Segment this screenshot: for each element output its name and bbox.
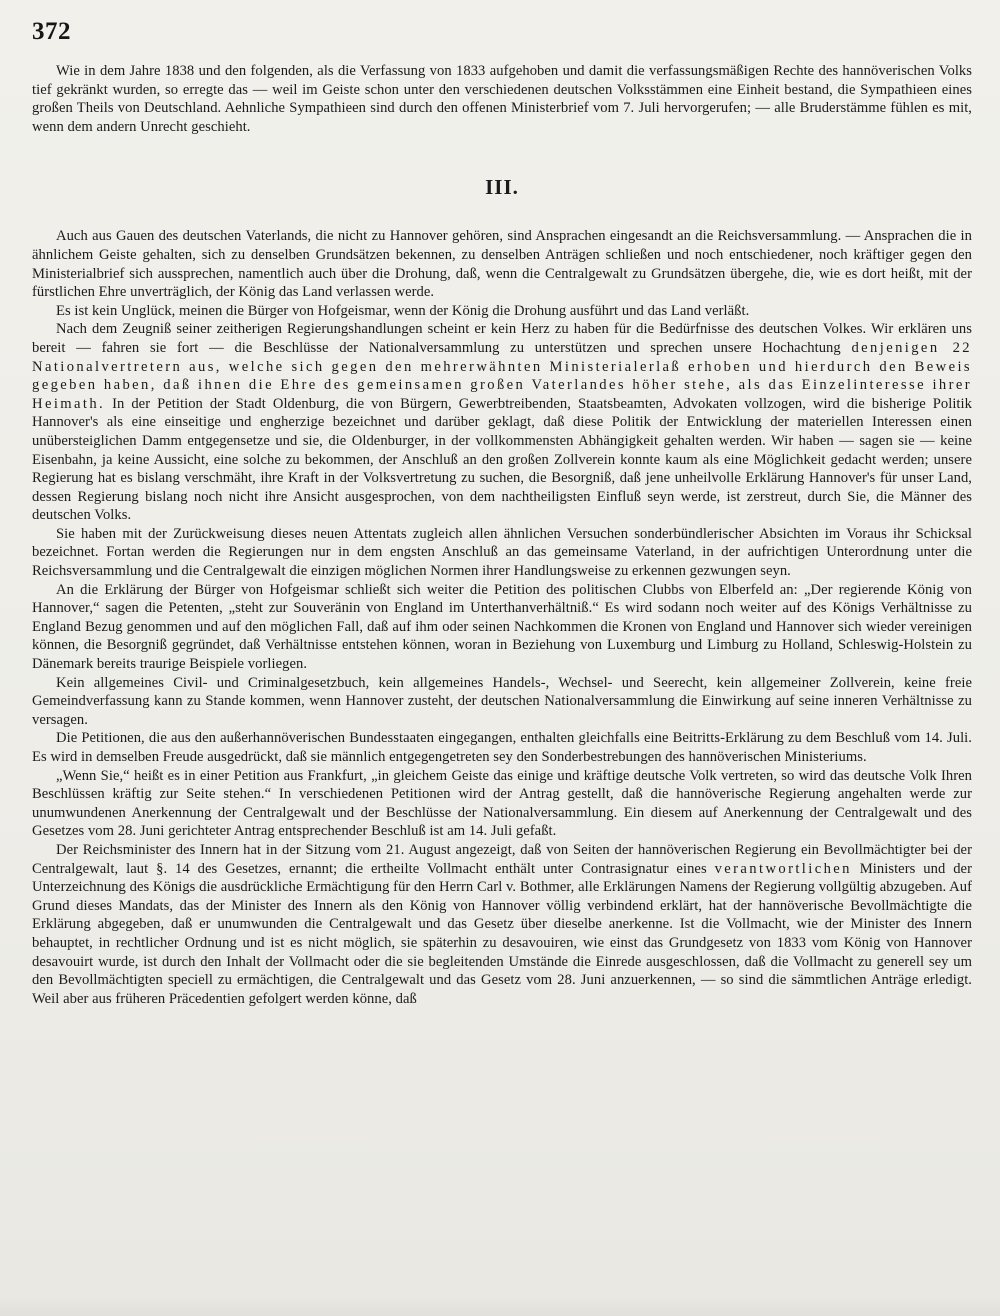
paragraph-oldenburg-part-2: In der Petition der Stadt Oldenburg, die von Bürgern, Gewerbtreibenden, Staatsbeamten, Advokaten vollzogen, wird die bisherige Politik Hannover's als eine einseitige und engherzige bezeichnet und darüber geklagt, daß diese Politik der Entwicklung der materiellen Interessen einen unübersteiglichen Damm entgegensetze und sie, die Oldenburger, in der vollkommensten Abhängigkeit gehalten werden. Wir haben — sagen sie — keine Eisenbahn, ja keine Aussicht, eine solche zu bekommen, der Anschluß an den großen Zollverein konnte kaum als eine Möglichkeit gedacht werden; unsere Regierung hat es bislang verschmäht, ihre Kraft in der Volksvertretung zu suchen, die Besorgniß, daß jene unheilvolle Erklärung Hannover's für unser Land, dessen Regierung bislang noch nicht ihre Ansicht ausgesprochen, von dem nachtheiligsten Einfluß seyn werde, ist zerstreut, durch Sie, die Männer des deutschen Volks. bbox=[32, 395, 972, 524]
page-bottom-shade bbox=[0, 1296, 1000, 1316]
paragraph-reichsversammlung: Auch aus Gauen des deutschen Vaterlands, die nicht zu Hannover gehören, sind Ansprachen eingesandt an die Reichsversammlung. — Ansprachen die in ähnlichem Geiste gehalten, sich zu denselben Grundsätzen bekennen, zu denselben Anträgen schließen und noch entschiedener, noch kräftiger gegen den Ministerialbrief sich aussprechen, namentlich auch über die Drohung, daß, wenn die Centralgewalt zu Grundsätzen übergehe, die, wie es dort heißt, mit der fürstlichen Ehre unverträglich, der König das Land verlassen werde. bbox=[32, 228, 972, 301]
spaced-emphasis-verantwortlichen: verantwortlichen bbox=[714, 860, 852, 877]
intro-paragraph: Wie in dem Jahre 1838 und den folgenden, als die Verfassung von 1833 aufgehoben und damit die verfassungsmäßigen Rechte des hannöverischen Volks tief gekränkt wurden, so erregte das — weil im Geiste schon unter den verschiedenen deutschen Volksstämmen eine Einheit bestand, die Sympathieen eines großen Theils von Deutschland. Aehnliche Sympathieen sind durch den offenen Ministerbrief vom 7. Juli hervorgerufen; — alle Bruderstämme fühlen es mit, wenn dem andern Unrecht geschieht. bbox=[32, 63, 972, 135]
paragraph-elberfeld: An die Erklärung der Bürger von Hofgeismar schließt sich weiter die Petition des politischen Clubbs von Elberfeld an: „Der regierende König von Hannover,“ sagen die Petenten, „steht zur Souveränin von England im Unterthanverhältniß.“ Es wird sodann noch weiter auf des Königs Verhältnisse zu England Bezug genommen und auf den möglichen Fall, daß auf ihm oder seinen Nachkommen die Kronen von England und Hannover sich wieder vereinigen können, die Besorgniß gegründet, daß Verhältnisse entstehen können, woran in Beziehung von Luxemburg und Limburg zu Holland, Schleswig-Holstein zu Dänemark bereits traurige Beispiele vorliegen. bbox=[32, 581, 972, 673]
paragraph-frankfurt: „Wenn Sie,“ heißt es in einer Petition aus Frankfurt, „in gleichem Geiste das einige und kräftige deutsche Volk vertreten, so wird das deutsche Volk Ihren Beschlüssen kräftig zur Seite stehen.“ In verschiedenen Petitionen wird der Antrag gestellt, daß die hannöverische Regierung angehalten werde zur unumwundenen Anerkennung der Centralgewalt und der Beschlüsse der Nationalversammlung. Ein diesem auf Anerkennung der Centralgewalt und des Gesetzes vom 28. Juni gerichteter Antrag entsprechender Beschluß ist am 14. Juli gefaßt. bbox=[32, 767, 972, 840]
paragraph-oldenburg-part-1: Nach dem Zeugniß seiner zeitherigen Regierungshandlungen scheint er kein Herz zu haben für die Bedürfnisse des deutschen Volkes. Wir erklären uns bereit — fahren sie fort — die Beschlüsse der Nationalversammlung zu unterstützen und sprechen unsere Hochachtung bbox=[32, 321, 972, 356]
paragraph-reichsminister-part-2: Ministers und der Unterzeichnung des Königs die ausdrückliche Ermächtigung für den Herrn Carl v. Bothmer, alle Erklärungen Namens der Regierung vollgültig abzugeben. Auf Grund dieses Mandats, das der Minister des Innern als den König von Hannover völlig verbindend erklärt, hat der hannöverische Bevollmächtigte die Erklärung abgegeben, daß er unumwunden die Centralgewalt und das Gesetz über dieselbe anerkenne. Ist die Vollmacht, wie der Minister des Innern behauptet, in rechtlicher Ordnung und ist es nicht möglich, sie späterhin zu desavouiren, wie einst das Grundgesetz von 1833 vom König von Hannover desavouirt wurde, ist durch den Inhalt der Vollmacht oder die sie begleitenden Umstände die Einrede ausgeschlossen, daß die Vollmacht zu generell sey um den Bevollmächtigten speciell zu ermächtigen, die Centralgewalt und das Gesetz vom 28. Juni anzuerkennen, — so sind die sämmtlichen Anträge erledigt. Weil aber aus früheren Präcedentien gefolgert werden könne, daß bbox=[32, 860, 972, 1007]
page-number: 372 bbox=[32, 18, 71, 45]
paragraph-reichsminister-part-1: Der Reichsminister des Innern hat in der Sitzung vom 21. August angezeigt, daß von Seiten der hannöverischen Regierung ein Bevollmächtigter bei der Centralgewalt, laut §. 14 des Gesetzes, ernannt; die ertheilte Vollmacht enthält unter Contrasignatur eines bbox=[32, 841, 972, 877]
section-heading: III. bbox=[485, 175, 519, 200]
paragraph-reichsminister bbox=[32, 841, 972, 1008]
paragraph-petitionen: Die Petitionen, die aus den außerhannöverischen Bundesstaaten eingegangen, enthalten gleichfalls eine Beitritts-Erklärung zu dem Beschluß vom 14. Juli. Es wird in demselben Freude ausgedrückt, daß sie männlich entgegengetreten sey den Sonderbestrebungen des hannöverischen Ministeriums. bbox=[32, 730, 972, 765]
spaced-emphasis-nationalvertreter: denjenigen 22 Nationalvertretern aus, welche sich gegen den mehrerwähnten Ministerialerlaß erhoben und hierdurch den Beweis gegeben haben, daß ihnen die Ehre des gemeinsamen großen Vaterlandes höher stehe, als das Einzelinteresse ihrer Heimath. bbox=[32, 339, 972, 412]
paragraph-attentat: Sie haben mit der Zurückweisung dieses neuen Attentats zugleich allen ähnlichen Versuchen sonderbündlerischer Absichten im Voraus ihr Schicksal bezeichnet. Fortan werden die Regierungen nur in dem engsten Anschluß an das gemeinsame Vaterland, in der aufrichtigen Unterordnung unter die Reichsversammlung und die Centralgewalt die einzigen möglichen Normen ihrer Handlungsweise zu erkennen gezwungen seyn. bbox=[32, 525, 972, 580]
section-body bbox=[32, 227, 972, 1008]
intro-block bbox=[32, 62, 972, 136]
paragraph-gesetzbuch: Kein allgemeines Civil- und Criminalgesetzbuch, kein allgemeines Handels-, Wechsel- und Seerecht, kein allgemeiner Zollverein, keine freie Gemeindverfassung kann zu Stande kommen, wenn Hannover zusteht, der deutschen Nationalversammlung die Einwirkung auf seine inneren Verhältnisse zu versagen. bbox=[32, 674, 972, 728]
paragraph-hofgeismar: Es ist kein Unglück, meinen die Bürger von Hofgeismar, wenn der König die Drohung ausführt und das Land verläßt. bbox=[56, 302, 750, 319]
paragraph-oldenburg bbox=[32, 320, 972, 525]
